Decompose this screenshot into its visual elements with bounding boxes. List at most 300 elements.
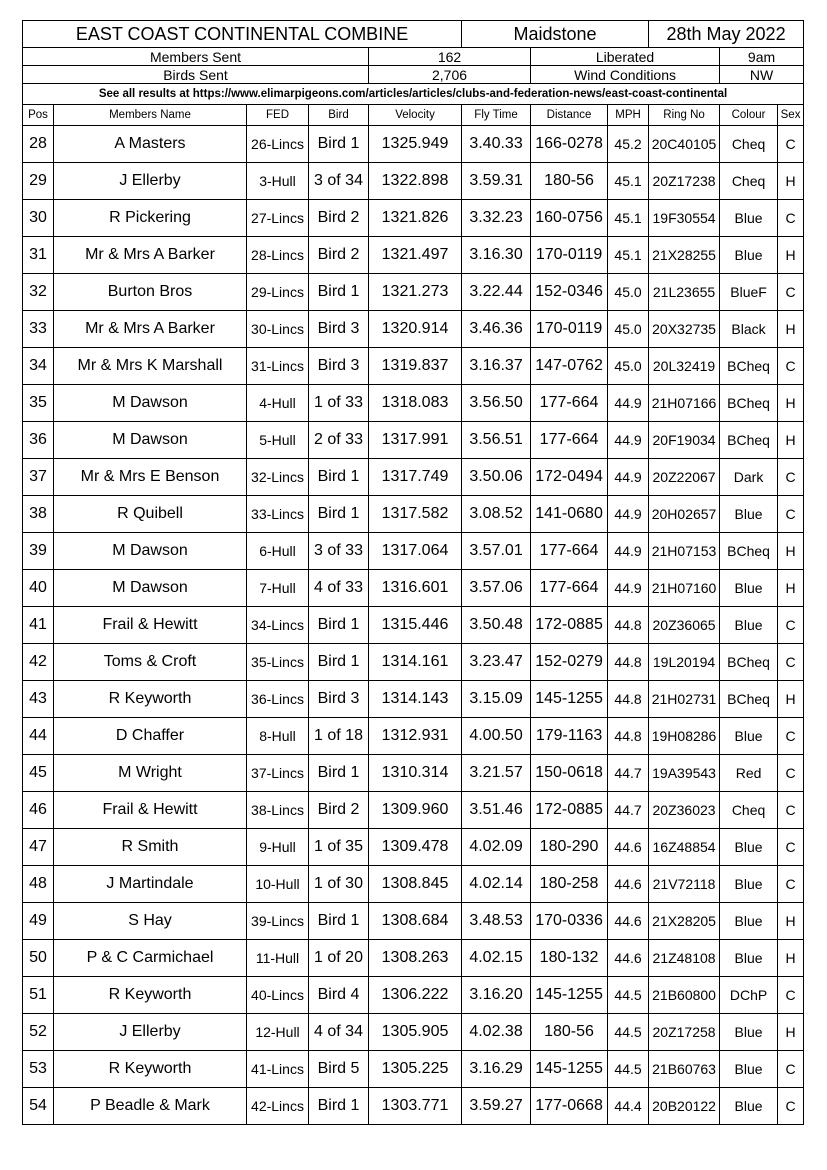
colour-cell: BCheq (720, 348, 778, 385)
colour-cell: BCheq (720, 533, 778, 570)
bird-cell: 1 of 20 (309, 940, 369, 977)
mph-cell: 44.9 (608, 385, 649, 422)
ring-no-cell: 19A39543 (649, 755, 720, 792)
colour-cell: Blue (720, 1088, 778, 1125)
bird-cell: 4 of 34 (309, 1014, 369, 1051)
velocity-cell: 1314.161 (369, 644, 462, 681)
fly-time-cell: 3.08.52 (462, 496, 531, 533)
velocity-cell: 1306.222 (369, 977, 462, 1014)
link-row (23, 84, 804, 105)
ring-no-cell: 21H02731 (649, 681, 720, 718)
fly-time-cell: 4.00.50 (462, 718, 531, 755)
bird-cell: Bird 3 (309, 681, 369, 718)
colour-cell: Blue (720, 496, 778, 533)
column-header: Ring No (649, 105, 720, 126)
ring-no-cell: 21B60800 (649, 977, 720, 1014)
position-cell: 33 (23, 311, 54, 348)
sex-cell: C (778, 348, 804, 385)
members-row (23, 48, 804, 66)
velocity-cell: 1317.991 (369, 422, 462, 459)
results-table (22, 20, 804, 1125)
ring-no-cell: 21Z48108 (649, 940, 720, 977)
fly-time-cell: 3.59.31 (462, 163, 531, 200)
position-cell: 32 (23, 274, 54, 311)
distance-cell: 180-290 (531, 829, 608, 866)
mph-cell: 45.0 (608, 311, 649, 348)
colour-cell: Blue (720, 866, 778, 903)
table-row (23, 1014, 804, 1051)
birds-sent-value: 2,706 (369, 66, 531, 84)
member-name-cell: Toms & Croft (54, 644, 247, 681)
table-row (23, 644, 804, 681)
sex-cell: H (778, 681, 804, 718)
velocity-cell: 1316.601 (369, 570, 462, 607)
ring-no-cell: 20B20122 (649, 1088, 720, 1125)
table-row (23, 977, 804, 1014)
mph-cell: 45.1 (608, 163, 649, 200)
colour-cell: Blue (720, 903, 778, 940)
member-name-cell: R Pickering (54, 200, 247, 237)
liberated-value: 9am (720, 48, 804, 66)
distance-cell: 147-0762 (531, 348, 608, 385)
fly-time-cell: 3.40.33 (462, 126, 531, 163)
table-row (23, 866, 804, 903)
bird-cell: Bird 1 (309, 274, 369, 311)
member-name-cell: A Masters (54, 126, 247, 163)
bird-cell: Bird 1 (309, 126, 369, 163)
mph-cell: 44.6 (608, 940, 649, 977)
birds-row (23, 66, 804, 84)
table-row (23, 533, 804, 570)
combine-title: EAST COAST CONTINENTAL COMBINE (23, 21, 462, 48)
member-name-cell: M Wright (54, 755, 247, 792)
velocity-cell: 1312.931 (369, 718, 462, 755)
fly-time-cell: 3.48.53 (462, 903, 531, 940)
mph-cell: 44.6 (608, 866, 649, 903)
ring-no-cell: 19F30554 (649, 200, 720, 237)
fly-time-cell: 3.56.51 (462, 422, 531, 459)
position-cell: 53 (23, 1051, 54, 1088)
sex-cell: H (778, 422, 804, 459)
position-cell: 30 (23, 200, 54, 237)
table-row (23, 496, 804, 533)
colour-cell: Cheq (720, 792, 778, 829)
fed-cell: 10-Hull (247, 866, 309, 903)
distance-cell: 141-0680 (531, 496, 608, 533)
member-name-cell: P & C Carmichael (54, 940, 247, 977)
table-row (23, 348, 804, 385)
distance-cell: 170-0119 (531, 311, 608, 348)
colour-cell: BlueF (720, 274, 778, 311)
bird-cell: Bird 1 (309, 1088, 369, 1125)
bird-cell: 1 of 35 (309, 829, 369, 866)
members-sent-label: Members Sent (23, 48, 369, 66)
fly-time-cell: 3.16.20 (462, 977, 531, 1014)
distance-cell: 172-0494 (531, 459, 608, 496)
fed-cell: 40-Lincs (247, 977, 309, 1014)
results-body (23, 126, 804, 1125)
member-name-cell: R Quibell (54, 496, 247, 533)
bird-cell: Bird 3 (309, 311, 369, 348)
fly-time-cell: 4.02.38 (462, 1014, 531, 1051)
mph-cell: 44.8 (608, 681, 649, 718)
sex-cell: C (778, 607, 804, 644)
colour-cell: DChP (720, 977, 778, 1014)
ring-no-cell: 20Z22067 (649, 459, 720, 496)
fed-cell: 26-Lincs (247, 126, 309, 163)
member-name-cell: J Ellerby (54, 163, 247, 200)
colour-cell: BCheq (720, 644, 778, 681)
mph-cell: 45.1 (608, 237, 649, 274)
member-name-cell: Burton Bros (54, 274, 247, 311)
velocity-cell: 1317.749 (369, 459, 462, 496)
sex-cell: C (778, 126, 804, 163)
sex-cell: C (778, 792, 804, 829)
bird-cell: Bird 2 (309, 200, 369, 237)
table-row (23, 237, 804, 274)
fly-time-cell: 3.46.36 (462, 311, 531, 348)
table-row (23, 607, 804, 644)
distance-cell: 177-664 (531, 385, 608, 422)
ring-no-cell: 21X28255 (649, 237, 720, 274)
column-header: Sex (778, 105, 804, 126)
sex-cell: H (778, 570, 804, 607)
position-cell: 45 (23, 755, 54, 792)
colour-cell: Red (720, 755, 778, 792)
position-cell: 37 (23, 459, 54, 496)
fly-time-cell: 3.50.06 (462, 459, 531, 496)
bird-cell: 3 of 33 (309, 533, 369, 570)
velocity-cell: 1310.314 (369, 755, 462, 792)
mph-cell: 44.9 (608, 570, 649, 607)
position-cell: 47 (23, 829, 54, 866)
column-header: Members Name (54, 105, 247, 126)
table-row (23, 1051, 804, 1088)
colour-cell: Blue (720, 1051, 778, 1088)
results-link[interactable]: See all results at https://www.elimarpigeons.com/articles/articles/clubs-and-federation-news/east-coast-continental (23, 84, 804, 105)
mph-cell: 44.9 (608, 422, 649, 459)
ring-no-cell: 21V72118 (649, 866, 720, 903)
velocity-cell: 1321.826 (369, 200, 462, 237)
sex-cell: C (778, 1088, 804, 1125)
colour-cell: Blue (720, 1014, 778, 1051)
table-row (23, 718, 804, 755)
fly-time-cell: 3.16.29 (462, 1051, 531, 1088)
mph-cell: 44.5 (608, 1014, 649, 1051)
colour-cell: Cheq (720, 163, 778, 200)
fed-cell: 30-Lincs (247, 311, 309, 348)
fly-time-cell: 3.32.23 (462, 200, 531, 237)
distance-cell: 172-0885 (531, 607, 608, 644)
fed-cell: 37-Lincs (247, 755, 309, 792)
colour-cell: BCheq (720, 385, 778, 422)
colour-cell: Blue (720, 570, 778, 607)
distance-cell: 180-258 (531, 866, 608, 903)
member-name-cell: D Chaffer (54, 718, 247, 755)
fly-time-cell: 3.22.44 (462, 274, 531, 311)
table-row (23, 829, 804, 866)
sex-cell: C (778, 644, 804, 681)
colour-cell: Dark (720, 459, 778, 496)
column-header: Bird (309, 105, 369, 126)
distance-cell: 180-132 (531, 940, 608, 977)
race-date: 28th May 2022 (649, 21, 804, 48)
colour-cell: BCheq (720, 681, 778, 718)
bird-cell: 4 of 33 (309, 570, 369, 607)
race-location: Maidstone (462, 21, 649, 48)
member-name-cell: R Keyworth (54, 977, 247, 1014)
fed-cell: 7-Hull (247, 570, 309, 607)
colour-cell: Blue (720, 200, 778, 237)
velocity-cell: 1325.949 (369, 126, 462, 163)
velocity-cell: 1309.960 (369, 792, 462, 829)
table-row (23, 274, 804, 311)
mph-cell: 44.6 (608, 829, 649, 866)
table-row (23, 1088, 804, 1125)
colour-cell: Cheq (720, 126, 778, 163)
member-name-cell: J Ellerby (54, 1014, 247, 1051)
position-cell: 28 (23, 126, 54, 163)
bird-cell: Bird 1 (309, 644, 369, 681)
fly-time-cell: 3.16.30 (462, 237, 531, 274)
position-cell: 51 (23, 977, 54, 1014)
fed-cell: 39-Lincs (247, 903, 309, 940)
sex-cell: H (778, 311, 804, 348)
table-row (23, 755, 804, 792)
velocity-cell: 1305.905 (369, 1014, 462, 1051)
distance-cell: 145-1255 (531, 977, 608, 1014)
table-row (23, 200, 804, 237)
fly-time-cell: 3.23.47 (462, 644, 531, 681)
position-cell: 42 (23, 644, 54, 681)
colour-cell: Blue (720, 718, 778, 755)
ring-no-cell: 21H07153 (649, 533, 720, 570)
distance-cell: 172-0885 (531, 792, 608, 829)
fed-cell: 8-Hull (247, 718, 309, 755)
fly-time-cell: 3.57.06 (462, 570, 531, 607)
member-name-cell: R Keyworth (54, 1051, 247, 1088)
mph-cell: 44.7 (608, 755, 649, 792)
distance-cell: 177-664 (531, 422, 608, 459)
sex-cell: H (778, 163, 804, 200)
bird-cell: Bird 1 (309, 903, 369, 940)
mph-cell: 44.9 (608, 459, 649, 496)
velocity-cell: 1320.914 (369, 311, 462, 348)
position-cell: 52 (23, 1014, 54, 1051)
colour-cell: Blue (720, 940, 778, 977)
velocity-cell: 1321.273 (369, 274, 462, 311)
bird-cell: Bird 3 (309, 348, 369, 385)
position-cell: 41 (23, 607, 54, 644)
member-name-cell: S Hay (54, 903, 247, 940)
position-cell: 39 (23, 533, 54, 570)
mph-cell: 44.8 (608, 607, 649, 644)
fed-cell: 42-Lincs (247, 1088, 309, 1125)
mph-cell: 44.8 (608, 644, 649, 681)
sex-cell: C (778, 718, 804, 755)
ring-no-cell: 21L23655 (649, 274, 720, 311)
table-row (23, 385, 804, 422)
bird-cell: 1 of 18 (309, 718, 369, 755)
sex-cell: C (778, 200, 804, 237)
column-header: Fly Time (462, 105, 531, 126)
position-cell: 54 (23, 1088, 54, 1125)
mph-cell: 45.0 (608, 348, 649, 385)
fed-cell: 32-Lincs (247, 459, 309, 496)
table-row (23, 940, 804, 977)
bird-cell: Bird 1 (309, 755, 369, 792)
position-cell: 29 (23, 163, 54, 200)
velocity-cell: 1321.497 (369, 237, 462, 274)
distance-cell: 177-0668 (531, 1088, 608, 1125)
distance-cell: 170-0119 (531, 237, 608, 274)
ring-no-cell: 19L20194 (649, 644, 720, 681)
member-name-cell: Mr & Mrs A Barker (54, 237, 247, 274)
sex-cell: C (778, 1051, 804, 1088)
mph-cell: 44.9 (608, 533, 649, 570)
distance-cell: 170-0336 (531, 903, 608, 940)
birds-sent-label: Birds Sent (23, 66, 369, 84)
liberated-label: Liberated (531, 48, 720, 66)
sex-cell: C (778, 977, 804, 1014)
fed-cell: 34-Lincs (247, 607, 309, 644)
member-name-cell: Mr & Mrs E Benson (54, 459, 247, 496)
position-cell: 38 (23, 496, 54, 533)
bird-cell: 1 of 30 (309, 866, 369, 903)
distance-cell: 177-664 (531, 570, 608, 607)
fly-time-cell: 3.50.48 (462, 607, 531, 644)
mph-cell: 44.5 (608, 977, 649, 1014)
title-row (23, 21, 804, 48)
sex-cell: H (778, 903, 804, 940)
colour-cell: BCheq (720, 422, 778, 459)
fed-cell: 41-Lincs (247, 1051, 309, 1088)
bird-cell: Bird 1 (309, 459, 369, 496)
ring-no-cell: 21H07160 (649, 570, 720, 607)
distance-cell: 150-0618 (531, 755, 608, 792)
member-name-cell: M Dawson (54, 533, 247, 570)
ring-no-cell: 20Z36023 (649, 792, 720, 829)
table-row (23, 459, 804, 496)
table-row (23, 422, 804, 459)
column-header: FED (247, 105, 309, 126)
column-header: Pos (23, 105, 54, 126)
bird-cell: Bird 1 (309, 607, 369, 644)
fed-cell: 33-Lincs (247, 496, 309, 533)
ring-no-cell: 20H02657 (649, 496, 720, 533)
position-cell: 44 (23, 718, 54, 755)
ring-no-cell: 20Z17238 (649, 163, 720, 200)
fed-cell: 6-Hull (247, 533, 309, 570)
distance-cell: 166-0278 (531, 126, 608, 163)
table-row (23, 126, 804, 163)
distance-cell: 152-0346 (531, 274, 608, 311)
fed-cell: 38-Lincs (247, 792, 309, 829)
velocity-cell: 1319.837 (369, 348, 462, 385)
table-row (23, 311, 804, 348)
mph-cell: 44.7 (608, 792, 649, 829)
fed-cell: 3-Hull (247, 163, 309, 200)
bird-cell: 1 of 33 (309, 385, 369, 422)
member-name-cell: R Keyworth (54, 681, 247, 718)
fed-cell: 35-Lincs (247, 644, 309, 681)
bird-cell: 2 of 33 (309, 422, 369, 459)
sex-cell: H (778, 1014, 804, 1051)
fed-cell: 36-Lincs (247, 681, 309, 718)
velocity-cell: 1315.446 (369, 607, 462, 644)
column-header-row (23, 105, 804, 126)
bird-cell: Bird 2 (309, 237, 369, 274)
ring-no-cell: 20L32419 (649, 348, 720, 385)
ring-no-cell: 20Z36065 (649, 607, 720, 644)
mph-cell: 45.0 (608, 274, 649, 311)
table-row (23, 570, 804, 607)
ring-no-cell: 20C40105 (649, 126, 720, 163)
sex-cell: H (778, 385, 804, 422)
members-sent-value: 162 (369, 48, 531, 66)
table-row (23, 903, 804, 940)
sex-cell: C (778, 755, 804, 792)
wind-label: Wind Conditions (531, 66, 720, 84)
sex-cell: H (778, 237, 804, 274)
velocity-cell: 1317.582 (369, 496, 462, 533)
fed-cell: 5-Hull (247, 422, 309, 459)
colour-cell: Black (720, 311, 778, 348)
fly-time-cell: 4.02.09 (462, 829, 531, 866)
column-header: Velocity (369, 105, 462, 126)
member-name-cell: M Dawson (54, 422, 247, 459)
distance-cell: 179-1163 (531, 718, 608, 755)
fly-time-cell: 3.21.57 (462, 755, 531, 792)
sex-cell: H (778, 533, 804, 570)
column-header: Colour (720, 105, 778, 126)
position-cell: 46 (23, 792, 54, 829)
mph-cell: 44.4 (608, 1088, 649, 1125)
position-cell: 40 (23, 570, 54, 607)
colour-cell: Blue (720, 829, 778, 866)
velocity-cell: 1322.898 (369, 163, 462, 200)
fly-time-cell: 3.51.46 (462, 792, 531, 829)
velocity-cell: 1318.083 (369, 385, 462, 422)
distance-cell: 177-664 (531, 533, 608, 570)
velocity-cell: 1308.684 (369, 903, 462, 940)
velocity-cell: 1305.225 (369, 1051, 462, 1088)
member-name-cell: J Martindale (54, 866, 247, 903)
table-row (23, 163, 804, 200)
ring-no-cell: 16Z48854 (649, 829, 720, 866)
distance-cell: 145-1255 (531, 1051, 608, 1088)
mph-cell: 45.2 (608, 126, 649, 163)
table-row (23, 681, 804, 718)
position-cell: 50 (23, 940, 54, 977)
distance-cell: 180-56 (531, 163, 608, 200)
mph-cell: 44.6 (608, 903, 649, 940)
member-name-cell: Frail & Hewitt (54, 792, 247, 829)
ring-no-cell: 20Z17258 (649, 1014, 720, 1051)
mph-cell: 44.9 (608, 496, 649, 533)
colour-cell: Blue (720, 607, 778, 644)
fed-cell: 31-Lincs (247, 348, 309, 385)
sex-cell: C (778, 829, 804, 866)
member-name-cell: M Dawson (54, 385, 247, 422)
mph-cell: 44.8 (608, 718, 649, 755)
colour-cell: Blue (720, 237, 778, 274)
bird-cell: 3 of 34 (309, 163, 369, 200)
position-cell: 35 (23, 385, 54, 422)
bird-cell: Bird 4 (309, 977, 369, 1014)
distance-cell: 152-0279 (531, 644, 608, 681)
fed-cell: 11-Hull (247, 940, 309, 977)
